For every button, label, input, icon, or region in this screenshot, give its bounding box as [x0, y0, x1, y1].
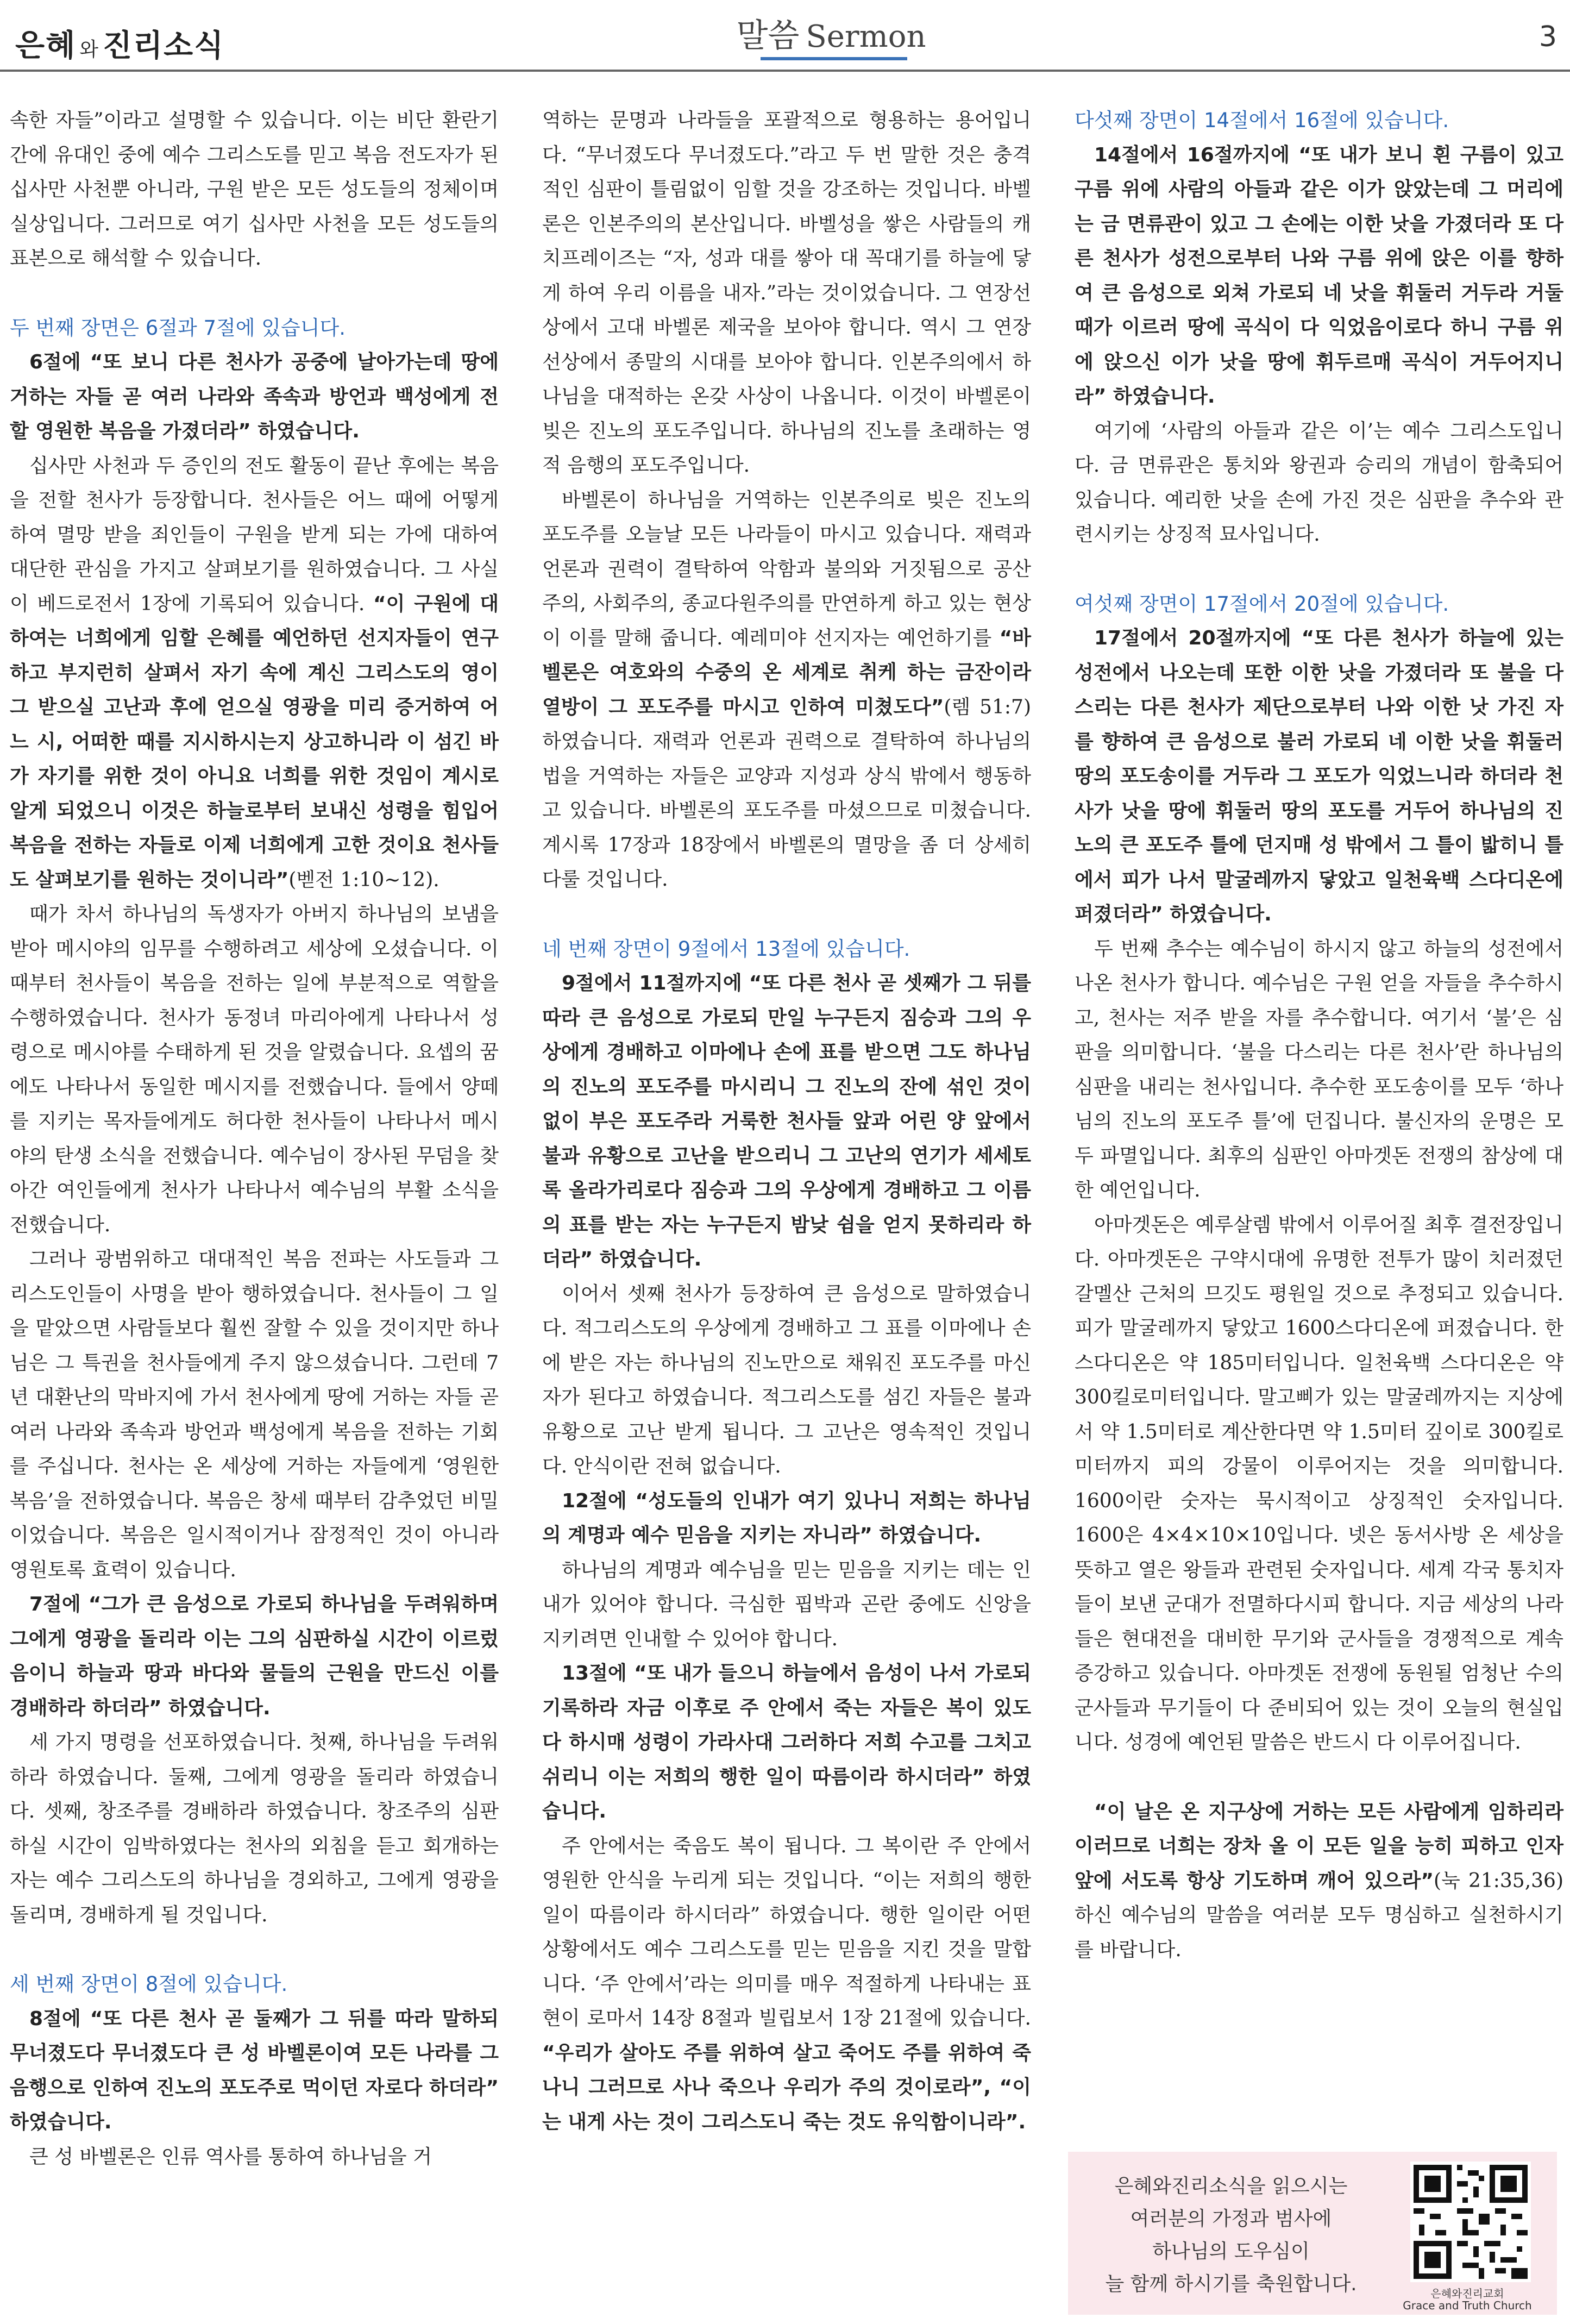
scene-heading-2: 두 번째 장면은 6절과 7절에 있습니다.	[10, 316, 346, 340]
scene-heading-5: 다섯째 장면이 14절에서 16절에 있습니다.	[1075, 109, 1449, 132]
paragraph-text: 바벨론이 하나님을 거역하는 인본주의로 빚은 진노의 포도주를 오늘날 모든 나라들이 마시고 있습니다. 재력과 언론과 권력이 결탁하여 악함과 불의와 거짓됨으로 공산주의, 사회주의, 종교다원주의를 만연하게 하고 있는 현상이 이를 말해 줍니다. 예레미야 선지자는 예언하기를	[542, 488, 1031, 649]
column-3	[1075, 103, 1563, 1967]
blessing-box	[1068, 2152, 1557, 2315]
paragraph-text: 주 안에서는 죽음도 복이 됩니다. 그 복이란 주 안에서 영원한 안식을 누리게 되는 것입니다. “이는 저희의 행한 일이 따름이라 하시더라” 하였습니다. 행한 일이란 어떤 상황에서도 예수 그리스도를 믿는 믿음을 지킨 것을 말합니다. ‘주 안에서’라는 의미를 매우 적절하게 나타내는 표현이 로마서 14장 8절과 빌립보서 1장 21절에 있습니다.	[542, 1834, 1031, 2029]
paragraph: 역하는 문명과 나라들을 포괄적으로 형용하는 용어입니다. “무너졌도다 무너졌도다.”라고 두 번 말한 것은 충격적인 심판이 틀림없이 임할 것을 강조하는 것입니다. 바벨론은 인본주의의 본산입니다. 바벨성을 쌓은 사람들의 캐치프레이즈는 “자, 성과 대를 쌓아 대 꼭대기를 하늘에 닿게 하여 우리 이름을 내자.”라는 것이었습니다. 그 연장선상에서 고대 바벨론 제국을 보아야 합니다. 역시 그 연장선상에서 종말의 시대를 보아야 합니다. 인본주의에서 하나님을 대적하는 온갖 사상이 나옵니다. 이것이 바벨론이 빚은 진노의 포도주입니다. 하나님의 진노를 초래하는 영적 음행의 포도주입니다.	[542, 109, 1031, 477]
scripture-quote: “우리가 살아도 주를 위하여 살고 죽어도 주를 위하여 죽나니 그러므로 사나 죽으나 우리가 주의 것이로라”, “이는 내게 사는 것이 그리스도니 죽는 것도 유익함이니라”.	[542, 2041, 1031, 2133]
paragraph: 아마겟돈은 예루살렘 밖에서 이루어질 최후 결전장입니다. 아마겟돈은 구약시대에 유명한 전투가 많이 치러졌던 갈멜산 근처의 므깃도 평원일 것으로 추정되고 있습니다. 피가 말굴레까지 닿았고 1600스다디온에 퍼졌습니다. 한 스다디온은 약 185미터입니다. 일천육백 스다디온은 약 300킬로미터입니다. 말고삐가 있는 말굴레까지는 지상에서 약 1.5미터로 계산한다면 약 1.5미터 깊이로 300킬로미터까지 피의 강물이 이루어지는 것을 의미합니다. 1600이란 숫자는 묵시적이고 상징적인 숫자입니다. 1600은 4×4×10×10입니다. 넷은 동서사방 온 세상을 뜻하고 열은 왕들과 관련된 숫자입니다. 세계 각국 통치자들이 보낸 군대가 전멸하다시피 합니다. 지금 세상의 나라들은 현대전을 대비한 무기와 군사들을 경쟁적으로 계속 증강하고 있습니다. 아마겟돈 전쟁에 동원될 엄청난 수의 군사들과 무기들이 다 준비되어 있는 것이 오늘의 현실입니다. 성경에 예언된 말씀은 반드시 다 이루어집니다.	[1075, 1213, 1563, 1753]
section-title-en: Sermon	[806, 19, 926, 54]
paragraph: 때가 차서 하나님의 독생자가 아버지 하나님의 보냄을 받아 메시야의 임무를 수행하려고 세상에 오셨습니다. 이 때부터 천사들이 복음을 전하는 일에 부분적으로 역할을 수행하였습니다. 천사가 동정녀 마리아에게 나타나서 성령으로 메시야를 수태하게 된 것을 알렸습니다. 요셉의 꿈에도 나타나서 동일한 메시지를 전했습니다. 들에서 양떼를 지키는 목자들에게도 허다한 천사들이 나타나서 메시야의 탄생 소식을 전했습니다. 예수님이 장사된 무덤을 찾아간 여인들에게 천사가 나타나서 예수님의 부활 소식을 전했습니다.	[10, 903, 499, 1236]
qr-code-graphic	[1414, 2165, 1528, 2279]
paragraph: 두 번째 추수는 예수님이 하시지 않고 하늘의 성전에서 나온 천사가 합니다. 예수님은 구원 얻을 자들을 추수하시고, 천사는 저주 받을 자를 추수합니다. 여기서 ‘불’은 심판을 의미합니다. ‘불을 다스리는 다른 천사’란 하나님의 심판을 내리는 천사입니다. 추수한 포도송이를 모두 ‘하나님의 진노의 포도주 틀’에 던집니다. 불신자의 운명은 모두 파멸입니다. 최후의 심판인 아마겟돈 전쟁의 참상에 대한 예언입니다.	[1075, 937, 1563, 1201]
paragraph: 여기에 ‘사람의 아들과 같은 이’는 예수 그리스도입니다. 금 면류관은 통치와 왕권과 승리의 개념이 함축되어 있습니다. 예리한 낫을 손에 가진 것은 심판을 추수와 관련시키는 상징적 묘사입니다.	[1075, 419, 1563, 546]
header-divider	[0, 70, 1570, 72]
blessing-line: 은혜와진리소식을 읽으시는	[1114, 2175, 1348, 2197]
scripture-quote: 8절에 “또 다른 천사 곧 둘째가 그 뒤를 따라 말하되 무너졌도다 무너졌도다 큰 성 바벨론이여 모든 나라를 그 음행으로 인하여 진노의 포도주로 먹이던 자로다 하더라” 하였습니다.	[10, 2007, 499, 2133]
masthead-part-a: 은혜	[15, 28, 77, 64]
paragraph: 이어서 셋째 천사가 등장하여 큰 음성으로 말하였습니다. 적그리스도의 우상에게 경배하고 그 표를 이마에나 손에 받은 자는 하나님의 진노만으로 채워진 포도주를 마신 자가 된다고 하였습니다. 적그리스도를 섬긴 자들은 불과 유황으로 고난 받게 됩니다. 그 고난은 영속적인 것입니다. 안식이란 전혀 없습니다.	[542, 1282, 1031, 1477]
paragraph-text: (렘 51:7) 하였습니다. 재력과 언론과 권력으로 결탁하여 하나님의 법을 거역하는 자들은 교양과 지성과 상식 밖에서 행동하고 있습니다. 바벨론의 포도주를 마셨으므로 미쳤습니다. 계시록 17장과 18장에서 바벨론의 멸망을 좀 더 상세히 다룰 것입니다.	[542, 696, 1031, 891]
scripture-quote: 9절에서 11절까지에 “또 다른 천사 곧 셋째가 그 뒤를 따라 큰 음성으로 가로되 만일 누구든지 짐승과 그의 우상에게 경배하고 이마에나 손에 표를 받으면 그도 하나님의 진노의 포도주를 마시리니 그 진노의 잔에 섞인 것이 없이 부은 포도주라 거룩한 천사들 앞과 어린 양 앞에서 불과 유황으로 고난을 받으리니 그 고난의 연기가 세세토록 올라가리로다 짐승과 그의 우상에게 경배하고 그 이름의 표를 받는 자는 누구든지 밤낮 쉼을 얻지 못하리라 하더라” 하였습니다.	[542, 972, 1031, 1270]
scene-heading-3: 세 번째 장면이 8절에 있습니다.	[10, 1972, 288, 1996]
paragraph: 속한 자들”이라고 설명할 수 있습니다. 이는 비단 환란기간에 유대인 중에 예수 그리스도를 믿고 복음 전도자가 된 십사만 사천뿐 아니라, 구원 받은 모든 성도들의 정체이며 실상입니다. 그러므로 여기 십사만 사천을 모든 성도들의 표본으로 해석할 수 있습니다.	[10, 109, 499, 270]
paragraph-text: (눅 21:35,36) 하신 예수님의 말씀을 여러분 모두 명심하고 실천하시기를 바랍니다.	[1075, 1869, 1563, 1961]
scripture-quote: 14절에서 16절까지에 “또 내가 보니 흰 구름이 있고 구름 위에 사람의 아들과 같은 이가 앉았는데 그 머리에는 금 면류관이 있고 그 손에는 이한 낫을 가졌더라 또 다른 천사가 성전으로부터 나와 구름 위에 앉은 이를 향하여 큰 음성으로 외쳐 가로되 네 낫을 휘둘러 거두라 거둘 때가 이르러 땅에 곡식이 다 익었음이로다 하니 구름 위에 앉으신 이가 낫을 땅에 휘두르매 곡식이 거두어지니라” 하였습니다.	[1075, 143, 1563, 408]
scripture-quote: 6절에 “또 보니 다른 천사가 공중에 날아가는데 땅에 거하는 자들 곧 여러 나라와 족속과 방언과 백성에게 전할 영원한 복음을 가졌더라” 하였습니다.	[10, 351, 499, 442]
paragraph	[542, 483, 1031, 897]
scripture-quote: “바벨론은 여호와의 수중의 온 세계로 취케 하는 금잔이라 열방이 그 포도주를 마시고 인하여 미쳤도다”	[542, 627, 1031, 718]
section-underline	[761, 57, 907, 60]
column-1	[10, 103, 499, 2174]
scripture-quote: 7절에 “그가 큰 음성으로 가로되 하나님을 두려워하며 그에게 영광을 돌리라 이는 그의 심판하실 시간이 이르렀음이니 하늘과 땅과 바다와 물들의 근원을 만드신 이를 경배하라 하더라” 하였습니다.	[10, 1593, 499, 1719]
scripture-quote: 12절에 “성도들의 인내가 여기 있나니 저희는 하나님의 계명과 예수 믿음을 지키는 자니라” 하였습니다.	[542, 1489, 1031, 1546]
paragraph: 하나님의 계명과 예수님을 믿는 믿음을 지키는 데는 인내가 있어야 합니다. 극심한 핍박과 곤란 중에도 신앙을 지키려면 인내할 수 있어야 합니다.	[542, 1558, 1031, 1650]
scripture-quote: 17절에서 20절까지에 “또 다른 천사가 하늘에 있는 성전에서 나오는데 또한 이한 낫을 가졌더라 또 불을 다스리는 다른 천사가 제단으로부터 나와 이한 낫 가진 자를 향하여 큰 음성으로 불러 가로되 네 이한 낫을 휘둘러 땅의 포도송이를 거두라 그 포도가 익었느니라 하더라 천사가 낫을 땅에 휘둘러 땅의 포도를 거두어 하나님의 진노의 큰 포도주 틀에 던지매 성 밖에서 그 틀이 밟히니 틀에서 피가 나서 말굴레까지 닿았고 일천육백 스다디온에 퍼졌더라” 하였습니다.	[1075, 627, 1563, 925]
paragraph	[10, 449, 499, 898]
qr-code-icon[interactable]	[1410, 2162, 1531, 2282]
scripture-quote: “이 구원에 대하여는 너희에게 임할 은혜를 예언하던 선지자들이 연구하고 부지런히 살펴서 자기 속에 계신 그리스도의 영이 그 받으실 고난과 후에 얻으실 영광을 미리 증거하여 어느 시, 어떠한 때를 지시하시는지 상고하니라 이 섬긴 바가 자기를 위한 것이 아니요 너희를 위한 것임이 계시로 알게 되었으니 이것은 하늘로부터 보내신 성령을 힘입어 복음을 전하는 자들로 이제 너희에게 고한 것이요 천사들도 살펴보기를 원하는 것이니라”	[10, 592, 499, 891]
scripture-quote: 13절에 “또 내가 들으니 하늘에서 음성이 나서 가로되 기록하라 자금 이후로 주 안에서 죽는 자들은 복이 있도다 하시매 성령이 가라사대 그러하다 저희 수고를 그치고 쉬리니 이는 저희의 행한 일이 따름이라 하시더라” 하였습니다.	[542, 1662, 1031, 1822]
qr-label	[1394, 2288, 1541, 2312]
paragraph: 큰 성 바벨론은 인류 역사를 통하여 하나님을 거	[29, 2145, 432, 2168]
page-number: 3	[1538, 21, 1557, 53]
section-title	[717, 10, 945, 57]
paragraph: 그러나 광범위하고 대대적인 복음 전파는 사도들과 그리스도인들이 사명을 받아 행하였습니다. 천사들이 그 일을 맡았으면 사람들보다 훨씬 잘할 수 있을 것이지만 하나님은 그 특권을 천사들에게 주지 않으셨습니다. 그런데 7년 대환난의 막바지에 가서 천사에게 땅에 거하는 자들 곧 여러 나라와 족속과 방언과 백성에게 복음을 전하는 기회를 주십니다. 천사는 온 세상에 거하는 자들에게 ‘영원한 복음’을 전하였습니다. 복음은 창세 때부터 감추었던 비밀이었습니다. 복음은 일시적이거나 잠정적인 것이 아니라 영원토록 효력이 있습니다.	[10, 1248, 499, 1581]
column-2	[542, 103, 1031, 2139]
page-header	[0, 0, 1570, 87]
masthead-part-c: 진리소식	[102, 28, 225, 64]
paragraph-text: 십사만 사천과 두 증인의 전도 활동이 끝난 후에는 복음을 전할 천사가 등장합니다. 천사들은 어느 때에 어떻게 하여 멸망 받을 죄인들이 구원을 받게 되는 가에 대하여 대단한 관심을 가지고 살펴보기를 원하였습니다. 그 사실이 베드로전서 1장에 기록되어 있습니다.	[10, 454, 499, 615]
blessing-message	[1079, 2170, 1383, 2301]
scripture-reference: (벧전 1:10~12).	[288, 868, 439, 891]
paragraph	[542, 1829, 1031, 2140]
scripture-quote: “이 날은 온 지구상에 거하는 모든 사람에게 임하리라 이러므로 너희는 장차 올 이 모든 일을 능히 피하고 인자 앞에 서도록 항상 기도하며 깨어 있으라”	[1075, 1800, 1563, 1892]
closing-paragraph	[1075, 1795, 1563, 1968]
church-name: 은혜와진리교회	[1430, 2287, 1504, 2300]
scene-heading-4: 네 번째 장면이 9절에서 13절에 있습니다.	[542, 937, 910, 961]
church-name-en: Grace and Truth Church	[1403, 2299, 1532, 2312]
paragraph: 세 가지 명령을 선포하였습니다. 첫째, 하나님을 두려워하라 하였습니다. 둘째, 그에게 영광을 돌리라 하였습니다. 셋째, 창조주를 경배하라 하였습니다. 창조주의 심판하실 시간이 임박하였다는 천사의 외침을 듣고 회개하는 자는 예수 그리스도의 하나님을 경외하고, 그에게 영광을 돌리며, 경배하게 될 것입니다.	[10, 1731, 499, 1926]
blessing-line: 여러분의 가정과 범사에	[1130, 2208, 1332, 2230]
scene-heading-6: 여섯째 장면이 17절에서 20절에 있습니다.	[1075, 592, 1449, 616]
blessing-line: 늘 함께 하시기를 축원합니다.	[1105, 2273, 1357, 2295]
newsletter-masthead	[15, 22, 224, 65]
masthead-part-b: 와	[79, 39, 99, 61]
blessing-line: 하나님의 도우심이	[1152, 2240, 1310, 2263]
section-title-ko: 말씀	[736, 17, 800, 55]
